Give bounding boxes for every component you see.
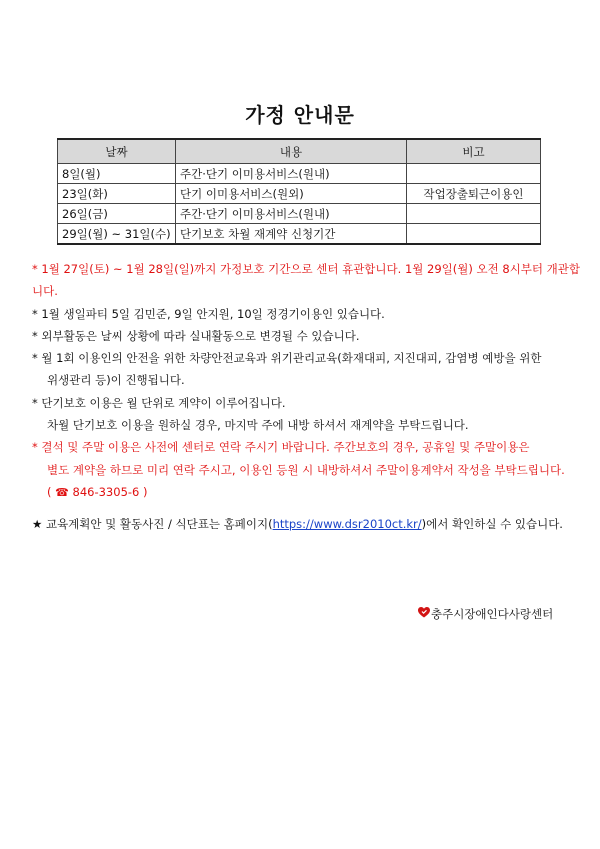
phone-paren-close: ) (143, 484, 148, 499)
cell-date: 23일(화) (58, 184, 176, 204)
header-content: 내용 (176, 139, 407, 164)
safety-education-notice-line1: * 월 1회 이용인의 안전을 위한 차량안전교육과 위기관리교육(화재대피, 지진대피, 감염병 예방을 위한 (32, 351, 542, 366)
star-icon: ★ (32, 517, 43, 531)
heart-logo-svg (418, 607, 430, 618)
safety-education-notice-line2: 위생관리 등)이 진행됩니다. (47, 373, 185, 388)
cell-note (407, 204, 541, 224)
cell-content: 단기보호 차월 재계약 신청기간 (176, 224, 407, 245)
phone-number: 846-3305-6 (72, 484, 140, 499)
heart-logo-icon (418, 607, 430, 621)
short-term-care-notice-line1: * 단기보호 이용은 월 단위로 계약이 이루어집니다. (32, 395, 286, 410)
table-row (58, 164, 541, 184)
schedule-table (57, 138, 541, 245)
birthday-notice: * 1월 생일파티 5일 김민준, 9일 안지원, 10일 정경기이용인 있습니다. (32, 306, 385, 321)
phone-contact (32, 481, 572, 504)
phone-icon: ☎ (55, 485, 69, 499)
header-date: 날짜 (58, 139, 176, 164)
table-row (58, 184, 541, 204)
homepage-link[interactable]: https://www.dsr2010ct.kr/ (272, 517, 422, 531)
homepage-info-text-before: 교육계획안 및 활동사진 / 식단표는 홈페이지( (45, 517, 273, 531)
closure-notice-line1: * 1월 27일(토) ~ 1월 28일(일)까지 가정보호 기간으로 센터 휴관합니다. 1월 29일(월) 오전 8시부터 개관합 (32, 262, 581, 276)
homepage-info-text-after: )에서 확인하실 수 있습니다. (421, 517, 563, 531)
closure-notice-line2: 니다. (32, 284, 58, 299)
absence-notice-line1: * 결석 및 주말 이용은 사전에 센터로 연락 주시기 바랍니다. 주간보호의 경우, 공휴일 및 주말이용은 (32, 440, 530, 455)
cell-content: 주간·단기 이미용서비스(원내) (176, 204, 407, 224)
absence-notice-line2: 별도 계약을 하므로 미리 연락 주시고, 이용인 등원 시 내방하셔서 주말이용계약서 작성을 부탁드립니다. (47, 462, 565, 477)
cell-date: 29일(월) ~ 31일(수) (58, 224, 176, 245)
homepage-info (32, 516, 563, 532)
cell-note (407, 164, 541, 184)
page-title: 가정 안내문 (245, 103, 355, 127)
phone-paren-open: ( (47, 484, 52, 499)
cell-content: 단기 이미용서비스(원외) (176, 184, 407, 204)
notice-list (32, 258, 581, 504)
short-term-care-notice-line2: 차월 단기보호 이용을 원하실 경우, 마지막 주에 내방 하셔서 재계약을 부탁드립니다. (47, 418, 469, 433)
table-row (58, 224, 541, 245)
cell-date: 8일(월) (58, 164, 176, 184)
cell-content: 주간·단기 이미용서비스(원내) (176, 164, 407, 184)
table-header-row (58, 139, 541, 164)
footer-org (418, 606, 553, 622)
org-name: 충주시장애인다사랑센터 (431, 607, 554, 621)
outdoor-activity-notice: * 외부활동은 날씨 상황에 따라 실내활동으로 변경될 수 있습니다. (32, 328, 360, 343)
table-row (58, 204, 541, 224)
cell-date: 26일(금) (58, 204, 176, 224)
cell-note (407, 224, 541, 245)
header-note: 비고 (407, 139, 541, 164)
cell-note: 작업장출퇴근이용인 (407, 184, 541, 204)
